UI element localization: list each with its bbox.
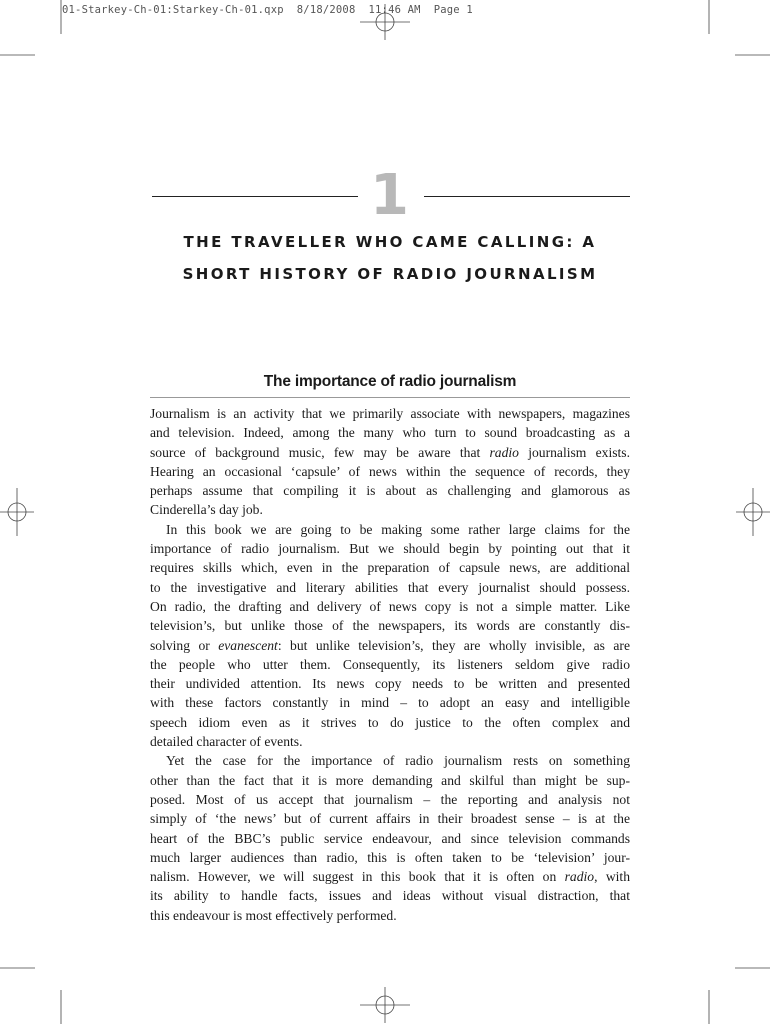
text-line: television’s, but unlike those of the newspapers, its words are constantly dis- <box>150 618 630 634</box>
section-heading: The importance of radio journalism <box>263 373 517 390</box>
paragraph-2 <box>150 520 630 752</box>
print-slug: 01-Starkey-Ch-01:Starkey-Ch-01.qxp 8/18/2008 11:46 AM Page 1 <box>62 4 473 16</box>
section-heading-rule <box>150 397 630 398</box>
text-line: requires skills which, even in the preparation of capsule news, are additional <box>150 560 630 576</box>
chapter-rule-left <box>152 196 358 197</box>
registration-mark-top <box>360 4 410 40</box>
registration-mark-bottom <box>360 987 410 1023</box>
chapter-title-line-2: SHORT HISTORY OF RADIO JOURNALISM <box>182 265 598 283</box>
text-line: and television. Indeed, among the many who turn to sound broadcasting as a <box>150 425 630 441</box>
paragraph-1 <box>150 404 630 520</box>
text-line: solving or evanescent: but unlike television’s, they are wholly invisible, as are <box>150 637 630 653</box>
text-line: to the investigative and literary abilities that every journalist should possess. <box>150 579 630 595</box>
text-line: Yet the case for the importance of radio journalism rests on something <box>166 753 630 769</box>
text-line: simply of ‘the news’ but of current affairs in their broadest sense – is at the <box>150 811 630 827</box>
text-line: much larger audiences than radio, this is often taken to be ‘television’ jour- <box>150 849 630 865</box>
registration-mark-left <box>0 488 34 536</box>
text-line: source of background music, few may be aware that radio journalism exists. <box>150 444 630 460</box>
text-line: In this book we are going to be making some rather large claims for the <box>166 521 630 537</box>
text-line: the people who utter them. Consequently, its listeners seldom give radio <box>150 656 630 672</box>
text-line: On radio, the drafting and delivery of news copy is not a simple matter. Like <box>150 598 630 614</box>
paragraph-3 <box>150 751 630 925</box>
registration-mark-right <box>736 488 770 536</box>
body-text <box>150 404 630 925</box>
chapter-number: 1 <box>370 163 409 228</box>
text-line: this endeavour is most effectively performed. <box>150 907 397 923</box>
text-line: Cinderella’s day job. <box>150 502 263 518</box>
text-line: its ability to handle facts, issues and ideas without visual distraction, that <box>150 888 630 904</box>
text-line: with these factors constantly in mind – to adopt an easy and intelligible <box>150 695 630 711</box>
chapter-title-line-1: THE TRAVELLER WHO CAME CALLING: A <box>183 233 597 251</box>
text-line: posed. Most of us accept that journalism – the reporting and analysis not <box>150 791 630 807</box>
text-line: speech idiom even as it strives to do justice to the often complex and <box>150 714 630 730</box>
text-line: importance of radio journalism. But we should begin by pointing out that it <box>150 541 630 557</box>
text-line: heart of the BBC’s public service endeavour, and since television commands <box>150 830 630 846</box>
text-line: other than the fact that it is more demanding and skilful than might be sup- <box>150 772 630 788</box>
text-line: Journalism is an activity that we primarily associate with newspapers, magazines <box>150 406 630 421</box>
text-line: detailed character of events. <box>150 734 303 750</box>
text-line: their undivided attention. Its news copy needs to be written and presented <box>150 676 630 692</box>
chapter-rule-right <box>424 196 630 197</box>
text-line: Hearing an occasional ‘capsule’ of news within the sequence of records, they <box>150 463 630 479</box>
text-line: nalism. However, we will suggest in this book that it is often on radio, with <box>150 869 630 885</box>
text-line: perhaps assume that compiling it is about as challenging and glamorous as <box>150 483 630 499</box>
